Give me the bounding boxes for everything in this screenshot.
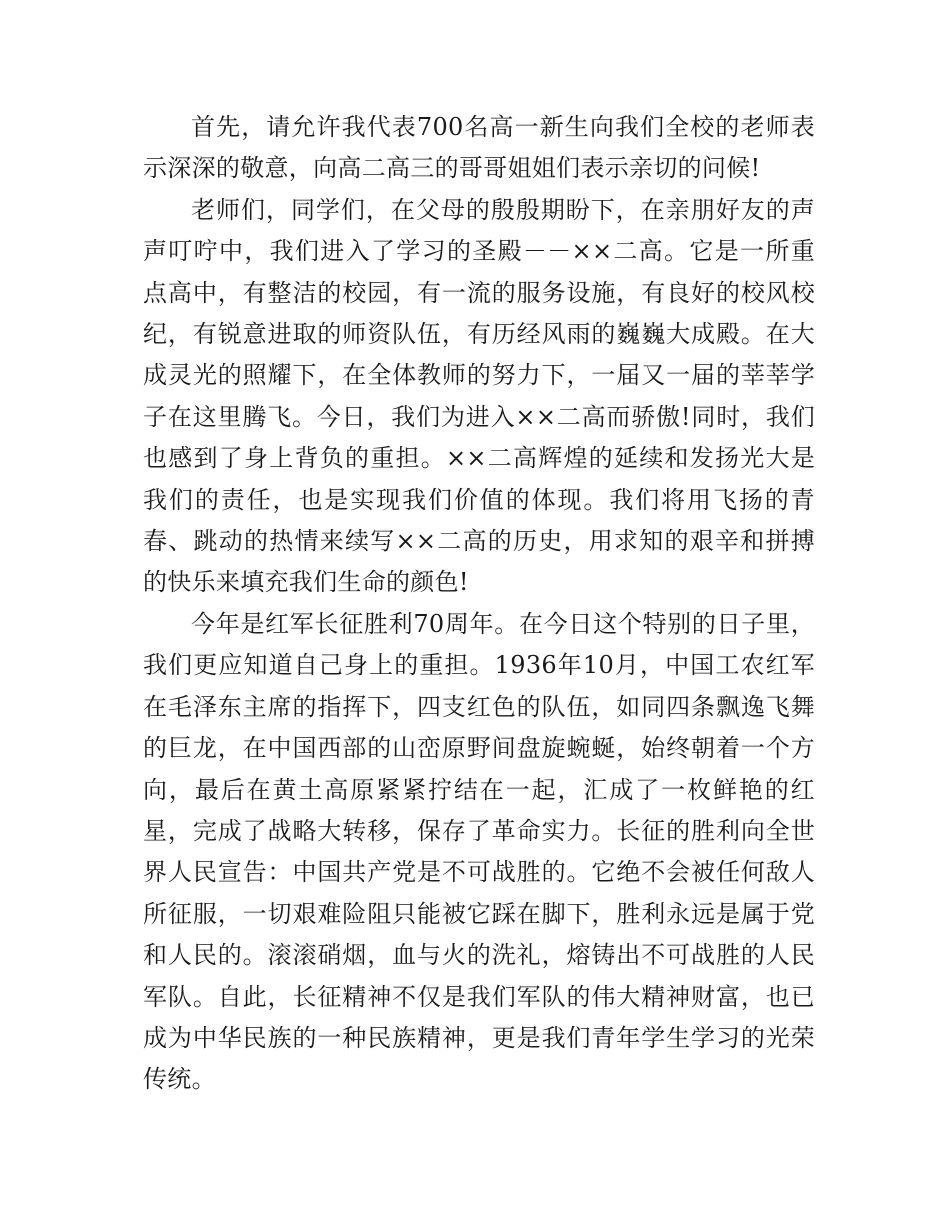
paragraph-long-march: 今年是红军长征胜利70周年。在今日这个特别的日子里，我们更应知道自己身上的重担。1936年10月，中国工农红军在毛泽东主席的指挥下，四支红色的队伍，如同四条飘逸飞舞的巨龙，在中国西部的山峦原野间盘旋蜿蜒，始终朝着一个方向，最后在黄土高原紧紧拧结在一起，汇成了一枚鲜艳的红星，完成了战略大转移，保存了革命实力。长征的胜利向全世界人民宣告：中国共产党是不可战胜的。它绝不会被任何敌人所征服，一切艰难险阻只能被它踩在脚下，胜利永远是属于党和人民的。滚滚硝烟，血与火的洗礼，熔铸出不可战胜的人民军队。自此，长征精神不仅是我们军队的伟大精神财富，也已成为中华民族的一种民族精神，更是我们青年学生学习的光荣传统。 xyxy=(143,609,815,1094)
paragraph-school: 老师们，同学们，在父母的殷殷期盼下，在亲朋好友的声声叮咛中，我们进入了学习的圣殿－－××二高。它是一所重点高中，有整洁的校园，有一流的服务设施，有良好的校风校纪，有锐意进取的师资队伍，有历经风雨的巍巍大成殿。在大成灵光的照耀下，在全体教师的努力下，一届又一届的莘莘学子在这里腾飞。今日，我们为进入××二高而骄傲!同时，我们也感到了身上背负的重担。××二高辉煌的延续和发扬光大是我们的责任，也是实现我们价值的体现。我们将用飞扬的青春、跳动的热情来续写××二高的历史，用求知的艰辛和拼搏的快乐来填充我们生命的颜色! xyxy=(143,195,815,597)
document-body xyxy=(143,107,815,1101)
paragraph-greeting: 首先，请允许我代表700名高一新生向我们全校的老师表示深深的敬意，向高二高三的哥哥姐姐们表示亲切的问候! xyxy=(143,113,815,183)
